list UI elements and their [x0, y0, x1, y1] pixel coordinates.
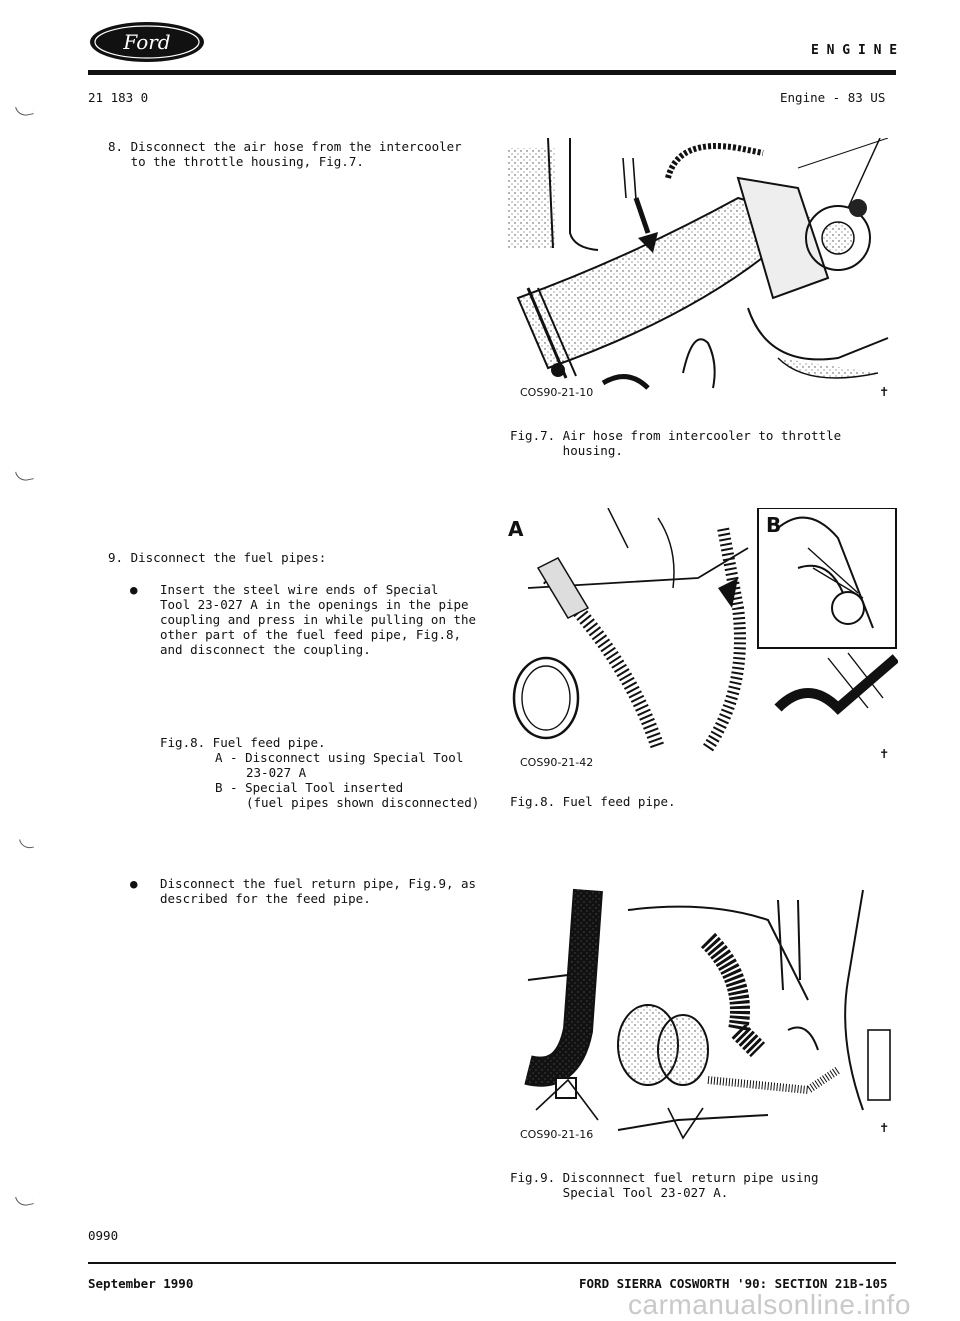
fig7-caption: Fig.7. Air hose from intercooler to throttle housing. — [510, 428, 842, 458]
fig8-label-a: A — [508, 517, 524, 541]
engine-label: Engine - 83 US — [780, 90, 886, 105]
fig8-caption: Fig.8. Fuel feed pipe. — [510, 794, 676, 809]
fig8-code-label: COS90-21-42 — [520, 756, 594, 769]
fig8-legend-b2: (fuel pipes shown disconnected) — [246, 795, 480, 810]
fig8-legend-title: Fig.8. Fuel feed pipe. — [160, 735, 326, 750]
margin-mark — [15, 103, 34, 117]
fuel-feed-illustration — [508, 508, 898, 770]
ford-logo — [88, 20, 206, 64]
figure-7-air-hose — [508, 138, 898, 400]
watermark: carmanualsonline.info — [628, 1289, 911, 1320]
section-title: E N G I N E — [811, 43, 898, 58]
arrow-mark-icon: ✝ — [880, 746, 889, 762]
bullet-dot: ● — [130, 582, 138, 597]
page-code: 0990 — [88, 1228, 119, 1243]
fig8-legend-a: A - Disconnect using Special Tool — [215, 750, 464, 765]
doc-code: 21 183 0 — [88, 90, 149, 105]
margin-mark — [15, 468, 34, 482]
fig9-caption: Fig.9. Disconnnect fuel return pipe using Special Tool 23-027 A. — [510, 1170, 819, 1200]
svg-text:Ford: Ford — [123, 30, 171, 54]
bullet-insert-tool: Insert the steel wire ends of Special Tool 23-027 A in the openings in the pipe coupling and press in while pulling on the other part of the fuel feed pipe, Fig.8, and disconnect the coupling. — [160, 582, 477, 657]
footer-publication: FORD SIERRA COSWORTH '90: SECTION 21B-105 — [579, 1276, 888, 1291]
margin-mark — [19, 837, 34, 850]
arrow-mark-icon: ✝ — [880, 1120, 889, 1136]
header-rule — [88, 70, 896, 75]
arrow-mark-icon: ✝ — [880, 384, 889, 400]
fuel-return-illustration — [508, 880, 898, 1142]
fig8-legend-b: B - Special Tool inserted — [215, 780, 404, 795]
air-hose-illustration — [508, 138, 898, 400]
footer-rule — [88, 1262, 896, 1264]
step-9: 9. Disconnect the fuel pipes: — [108, 550, 327, 565]
fig7-code-label: COS90-21-10 — [520, 386, 594, 399]
fig9-code-label: COS90-21-16 — [520, 1128, 594, 1141]
figure-9-fuel-return — [508, 880, 898, 1142]
footer-date: September 1990 — [88, 1276, 194, 1291]
step-8: 8. Disconnect the air hose from the intercooler to the throttle housing, Fig.7. — [108, 139, 462, 169]
fig8-legend-a2: 23-027 A — [246, 765, 307, 780]
bullet-return-pipe: Disconnect the fuel return pipe, Fig.9, as described for the feed pipe. — [160, 876, 477, 906]
margin-mark — [15, 1193, 34, 1207]
ford-oval-icon — [88, 20, 206, 64]
figure-8-fuel-feed — [508, 508, 898, 770]
fig8-label-b: B — [766, 513, 782, 537]
bullet-dot: ● — [130, 876, 138, 891]
